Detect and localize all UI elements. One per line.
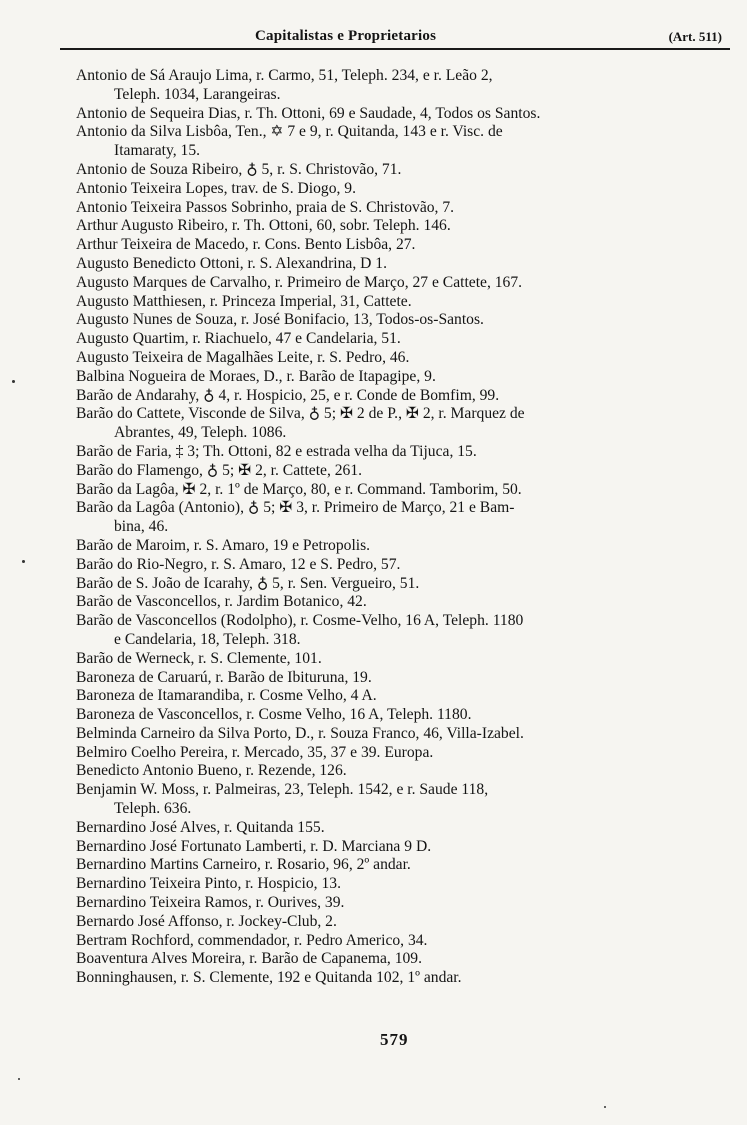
directory-entry: [76, 650, 724, 669]
directory-entry: [76, 293, 724, 312]
directory-entry: [76, 443, 724, 462]
entry-text: Augusto Teixeira de Magalhães Leite, r. S. Pedro, 46.: [76, 348, 410, 366]
page-number: 579: [380, 1030, 409, 1049]
entry-text: Barão da Lagôa, ✠ 2, r. 1º de Março, 80, e r. Command. Tamborim, 50.: [76, 480, 522, 498]
directory-entry: [76, 744, 724, 763]
directory-entry: [76, 67, 724, 105]
entry-text: Antonio de Sá Araujo Lima, r. Carmo, 51, Teleph. 234, e r. Leão 2,: [76, 67, 493, 84]
entry-text: Boaventura Alves Moreira, r. Barão de Capanema, 109.: [76, 950, 422, 968]
directory-entry: [76, 462, 724, 481]
directory-entry: [76, 199, 724, 218]
entry-continuation: e Candelaria, 18, Teleph. 318.: [114, 630, 301, 648]
directory-entry: [76, 762, 724, 781]
directory-entry: [76, 405, 724, 443]
entry-text: Bonninghausen, r. S. Clemente, 192 e Quitanda 102, 1º andar.: [76, 969, 462, 987]
entry-text: Bernardo José Affonso, r. Jockey-Club, 2.: [76, 912, 337, 930]
directory-entry: [76, 875, 724, 894]
entry-text: Bernardino José Alves, r. Quitanda 155.: [76, 818, 325, 836]
entry-text: Baroneza de Caruarú, r. Barão de Ibituruna, 19.: [76, 668, 372, 686]
entry-text: Augusto Benedicto Ottoni, r. S. Alexandrina, D 1.: [76, 254, 387, 272]
entry-continuation: Abrantes, 49, Teleph. 1086.: [114, 424, 287, 442]
entry-continuation: Itamaraty, 15.: [114, 142, 201, 160]
entry-text: Bernardino Martins Carneiro, r. Rosario, 96, 2º andar.: [76, 856, 411, 874]
directory-entry: [76, 593, 724, 612]
directory-entry: [76, 819, 724, 838]
directory-entry: [76, 913, 724, 932]
directory-entry: [76, 180, 724, 199]
entry-text: Baroneza de Itamarandiba, r. Cosme Velho, 4 A.: [76, 687, 377, 705]
directory-entry: [76, 274, 724, 293]
directory-entry: [76, 856, 724, 875]
entry-text: Antonio Teixeira Passos Sobrinho, praia de S. Christovão, 7.: [76, 198, 455, 216]
entry-continuation: Teleph. 1034, Larangeiras.: [114, 85, 281, 103]
directory-entry: [76, 387, 724, 406]
directory-entry: [76, 349, 724, 368]
directory-entry: [76, 311, 724, 330]
ink-speck: [12, 380, 15, 383]
directory-entry: [76, 687, 724, 706]
entry-text: Barão de Vasconcellos, r. Jardim Botanico, 42.: [76, 593, 367, 611]
directory-entry: [76, 969, 724, 988]
entry-text: Benedicto Antonio Bueno, r. Rezende, 126.: [76, 762, 347, 780]
page-header: [60, 28, 730, 50]
entry-text: Augusto Marques de Carvalho, r. Primeiro de Março, 27 e Cattete, 167.: [76, 273, 523, 291]
directory-entry: [76, 894, 724, 913]
directory-entry: [76, 236, 724, 255]
entry-text: Arthur Augusto Ribeiro, r. Th. Ottoni, 60, sobr. Teleph. 146.: [76, 217, 451, 235]
entry-text: Barão da Lagôa (Antonio), ♁ 5; ✠ 3, r. Primeiro de Março, 21 e Bam-: [76, 499, 515, 517]
directory-entry: [76, 105, 724, 124]
entry-text: Arthur Teixeira de Macedo, r. Cons. Bento Lisbôa, 27.: [76, 236, 416, 254]
directory-entry: [76, 669, 724, 688]
directory-entry: [76, 556, 724, 575]
ink-speck: [18, 1078, 20, 1080]
entry-text: Barão do Rio-Negro, r. S. Amaro, 12 e S. Pedro, 57.: [76, 555, 401, 573]
entry-text: Barão de Vasconcellos (Rodolpho), r. Cosme-Velho, 16 A, Teleph. 1180: [76, 612, 524, 630]
article-reference: (Art. 511): [668, 29, 722, 44]
entry-text: Belminda Carneiro da Silva Porto, D., r. Souza Franco, 46, Villa-Izabel.: [76, 724, 524, 742]
entry-text: Antonio de Sequeira Dias, r. Th. Ottoni, 69 e Saudade, 4, Todos os Santos.: [76, 104, 541, 122]
entry-text: Augusto Quartim, r. Riachuelo, 47 e Candelaria, 51.: [76, 330, 401, 348]
ink-speck: [604, 1106, 606, 1108]
directory-entry: [76, 537, 724, 556]
ink-speck: [22, 560, 25, 563]
entry-text: Barão do Flamengo, ♁ 5; ✠ 2, r. Cattete, 261.: [76, 461, 363, 479]
entry-continuation: bina, 46.: [114, 518, 169, 536]
entry-text: Barão do Cattete, Visconde de Silva, ♁ 5; ✠ 2 de P., ✠ 2, r. Marquez de: [76, 405, 525, 423]
directory-entry: [76, 368, 724, 387]
entry-text: Antonio da Silva Lisbôa, Ten., ✡ 7 e 9, r. Quitanda, 143 e r. Visc. de: [76, 123, 503, 141]
directory-entry: [76, 575, 724, 594]
directory-entries: [76, 67, 724, 988]
entry-text: Balbina Nogueira de Moraes, D., r. Barão de Itapagipe, 9.: [76, 367, 436, 385]
entry-text: Barão de Werneck, r. S. Clemente, 101.: [76, 649, 322, 667]
directory-entry: [76, 706, 724, 725]
directory-entry: [76, 932, 724, 951]
entry-text: Antonio de Souza Ribeiro, ♁ 5, r. S. Christovão, 71.: [76, 160, 402, 178]
entry-text: Augusto Matthiesen, r. Princeza Imperial, 31, Cattete.: [76, 292, 412, 310]
directory-entry: [76, 123, 724, 161]
entry-text: Baroneza de Vasconcellos, r. Cosme Velho, 16 A, Teleph. 1180.: [76, 706, 472, 724]
entry-text: Bernardino Teixeira Pinto, r. Hospicio, 13.: [76, 875, 341, 893]
entry-text: Belmiro Coelho Pereira, r. Mercado, 35, 37 e 39. Europa.: [76, 743, 434, 761]
directory-entry: [76, 217, 724, 236]
entry-text: Antonio Teixeira Lopes, trav. de S. Diogo, 9.: [76, 179, 356, 197]
directory-entry: [76, 481, 724, 500]
directory-entry: [76, 330, 724, 349]
directory-entry: [76, 781, 724, 819]
entry-text: Barão de S. João de Icarahy, ♁ 5, r. Sen. Vergueiro, 51.: [76, 574, 420, 592]
directory-entry: [76, 161, 724, 180]
entry-text: Barão de Faria, ‡ 3; Th. Ottoni, 82 e estrada velha da Tijuca, 15.: [76, 442, 477, 460]
entry-text: Bernardino Teixeira Ramos, r. Ourives, 39.: [76, 894, 345, 912]
directory-entry: [76, 838, 724, 857]
entry-continuation: Teleph. 636.: [114, 800, 192, 818]
directory-entry: [76, 612, 724, 650]
directory-entry: [76, 255, 724, 274]
entry-text: Bernardino José Fortunato Lamberti, r. D. Marciana 9 D.: [76, 837, 432, 855]
directory-entry: [76, 725, 724, 744]
directory-entry: [76, 950, 724, 969]
entry-text: Benjamin W. Moss, r. Palmeiras, 23, Teleph. 1542, e r. Saude 118,: [76, 781, 489, 799]
directory-entry: [76, 499, 724, 537]
entry-text: Barão de Maroim, r. S. Amaro, 19 e Petropolis.: [76, 536, 371, 554]
entry-text: Barão de Andarahy, ♁ 4, r. Hospicio, 25, e r. Conde de Bomfim, 99.: [76, 386, 500, 404]
entry-text: Augusto Nunes de Souza, r. José Bonifacio, 13, Todos-os-Santos.: [76, 311, 484, 329]
entry-text: Bertram Rochford, commendador, r. Pedro Americo, 34.: [76, 931, 428, 949]
section-title: Capitalistas e Proprietarios: [255, 28, 437, 44]
